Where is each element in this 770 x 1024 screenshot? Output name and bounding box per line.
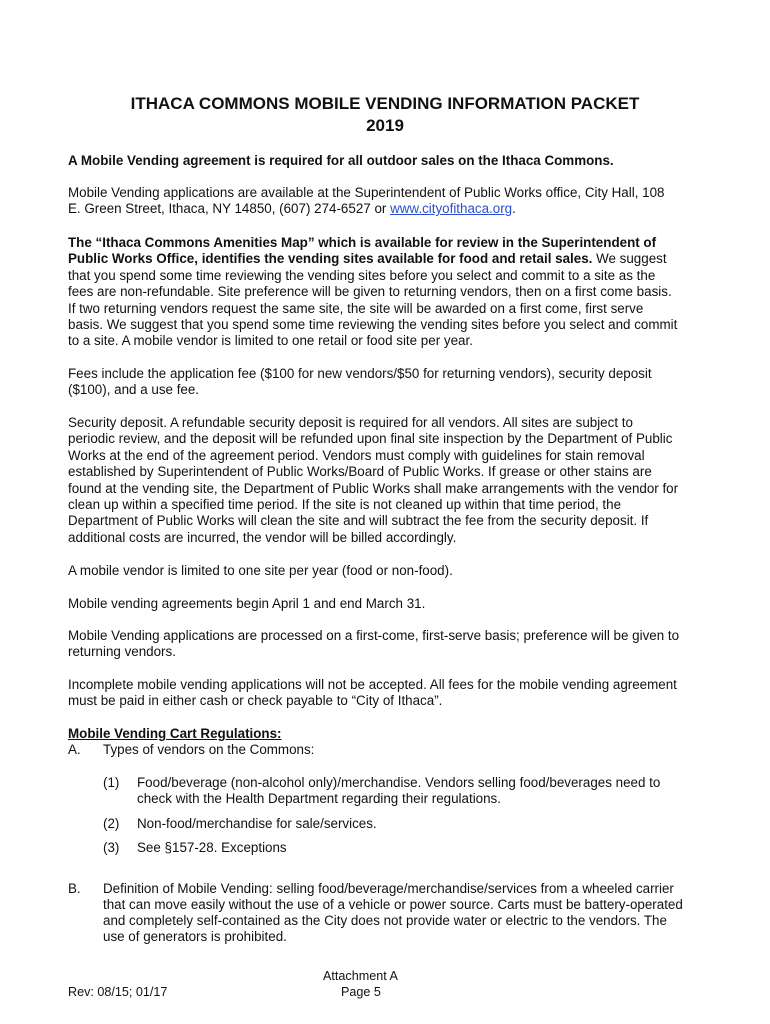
map-line-6: basis. We suggest that you spend some time reviewing the vending sites before you select and commit [68,317,678,333]
regulations-heading-block [68,726,718,742]
deposit-line-3: Works at the end of the agreement period. Vendors must comply with guidelines for stain removal [68,447,645,463]
item-1-line-2: check with the Health Department regarding their regulations. [137,791,501,806]
item-2-text: Non-food/merchandise for sale/services. [137,816,377,831]
map-bold-line-2: Public Works Office, identifies the vending sites available for food and retail sales. [68,251,593,267]
agreement-dates-paragraph [68,596,718,612]
section-a-letter: A. [68,742,81,757]
site-limit-paragraph [68,563,718,579]
item-1-number: (1) [103,775,120,790]
deposit-line-7: Department of Public Works will clean the site and will subtract the fee from the security deposit. If [68,513,649,529]
map-line-5: If two returning vendors request the same site, the site will be awarded on a first come, first serve [68,300,644,316]
section-b-line-1: Definition of Mobile Vending: selling food/beverage/merchandise/services from a wheeled carrier [103,881,674,896]
map-line-3: that you spend some time reviewing the vending sites before you select and commit to a site as the [68,267,656,283]
deposit-line-5: found at the vending site, the Department of Public Works shall make arrangements with the vendor for [68,480,679,496]
section-b-line-3: and completely self-contained as the City does not provide water or electric to the vendors. The [103,913,667,928]
incomplete-line-2: must be paid in either cash or check payable to “City of Ithaca”. [68,693,443,709]
applications-line-2-text: E. Green Street, Ithaca, NY 14850, (607) 274-6527 or [68,201,391,217]
incomplete-line-1: Incomplete mobile vending applications will not be accepted. All fees for the mobile vending agreement [68,677,677,692]
item-3-number: (3) [103,840,120,855]
section-b-line-4: use of generators is prohibited. [103,929,287,944]
deposit-line-6: clean up within a specified time period. If the site is not cleaned up within that time period, the [68,497,622,513]
applications-line-2 [68,201,718,217]
applications-line-1: Mobile Vending applications are available at the Superintendent of Public Works office, City Hall, 108 [68,185,665,200]
applications-line-2-period: . [512,201,516,217]
section-b-letter: B. [68,881,81,896]
title-line-1: ITHACA COMMONS MOBILE VENDING INFORMATION PACKET [130,94,640,113]
processing-paragraph [68,628,718,661]
intro-bold-text: A Mobile Vending agreement is required for all outdoor sales on the Ithaca Commons. [68,153,614,168]
section-b-line-2: that can move easily without the use of a vehicle or power source. Carts must be battery-operated [103,897,683,912]
city-website-link[interactable]: www.cityofithaca.org [390,201,513,217]
section-a-text: Types of vendors on the Commons: [103,742,315,757]
footer-attachment: Attachment A [323,969,398,983]
intro-statement [68,153,718,169]
processing-line-1: Mobile Vending applications are processed on a first-come, first-serve basis; preference will be given to [68,628,680,643]
security-deposit-paragraph [68,415,718,546]
item-1-line-1: Food/beverage (non-alcohol only)/merchandise. Vendors selling food/beverages need to [137,775,661,790]
agreement-dates-text: Mobile vending agreements begin April 1 and end March 31. [68,596,426,611]
page-title [60,93,710,137]
map-line-2 [68,251,718,267]
regulations-heading: Mobile Vending Cart Regulations: [68,726,282,741]
deposit-line-4: established by Superintendent of Public Works/Board of Public Works. If grease or other stains are [68,464,652,480]
footer-page-number: Page 5 [341,985,381,999]
item-3-text: See §157-28. Exceptions [137,840,287,855]
amenities-map-paragraph [68,235,718,350]
fees-paragraph [68,366,718,399]
incomplete-applications-paragraph [68,677,718,710]
site-limit-text: A mobile vendor is limited to one site per year (food or non-food). [68,563,453,578]
fees-line-2: ($100), and a use fee. [68,382,200,398]
item-2-number: (2) [103,816,120,831]
map-line-2-rest: We suggest [592,251,667,267]
deposit-line-1: Security deposit. A refundable security deposit is required for all vendors. All sites are subject to [68,415,633,430]
processing-line-2: returning vendors. [68,644,176,660]
title-line-2: 2019 [366,116,404,135]
map-bold-line-1: The “Ithaca Commons Amenities Map” which is available for review in the Superintendent of [68,235,657,250]
map-line-4: fees are non-refundable. Site preference will be given to returning vendors, then on a first come basis. [68,284,672,300]
applications-paragraph [68,185,718,218]
deposit-line-8: additional costs are incurred, the vendor will be billed accordingly. [68,529,457,545]
deposit-line-2: periodic review, and the deposit will be refunded upon final site inspection by the Department of Public [68,431,673,447]
fees-line-1: Fees include the application fee ($100 for new vendors/$50 for returning vendors), security deposit [68,366,652,381]
footer-revision: Rev: 08/15; 01/17 [68,985,168,999]
map-line-7: to a site. A mobile vendor is limited to one retail or food site per year. [68,333,473,349]
